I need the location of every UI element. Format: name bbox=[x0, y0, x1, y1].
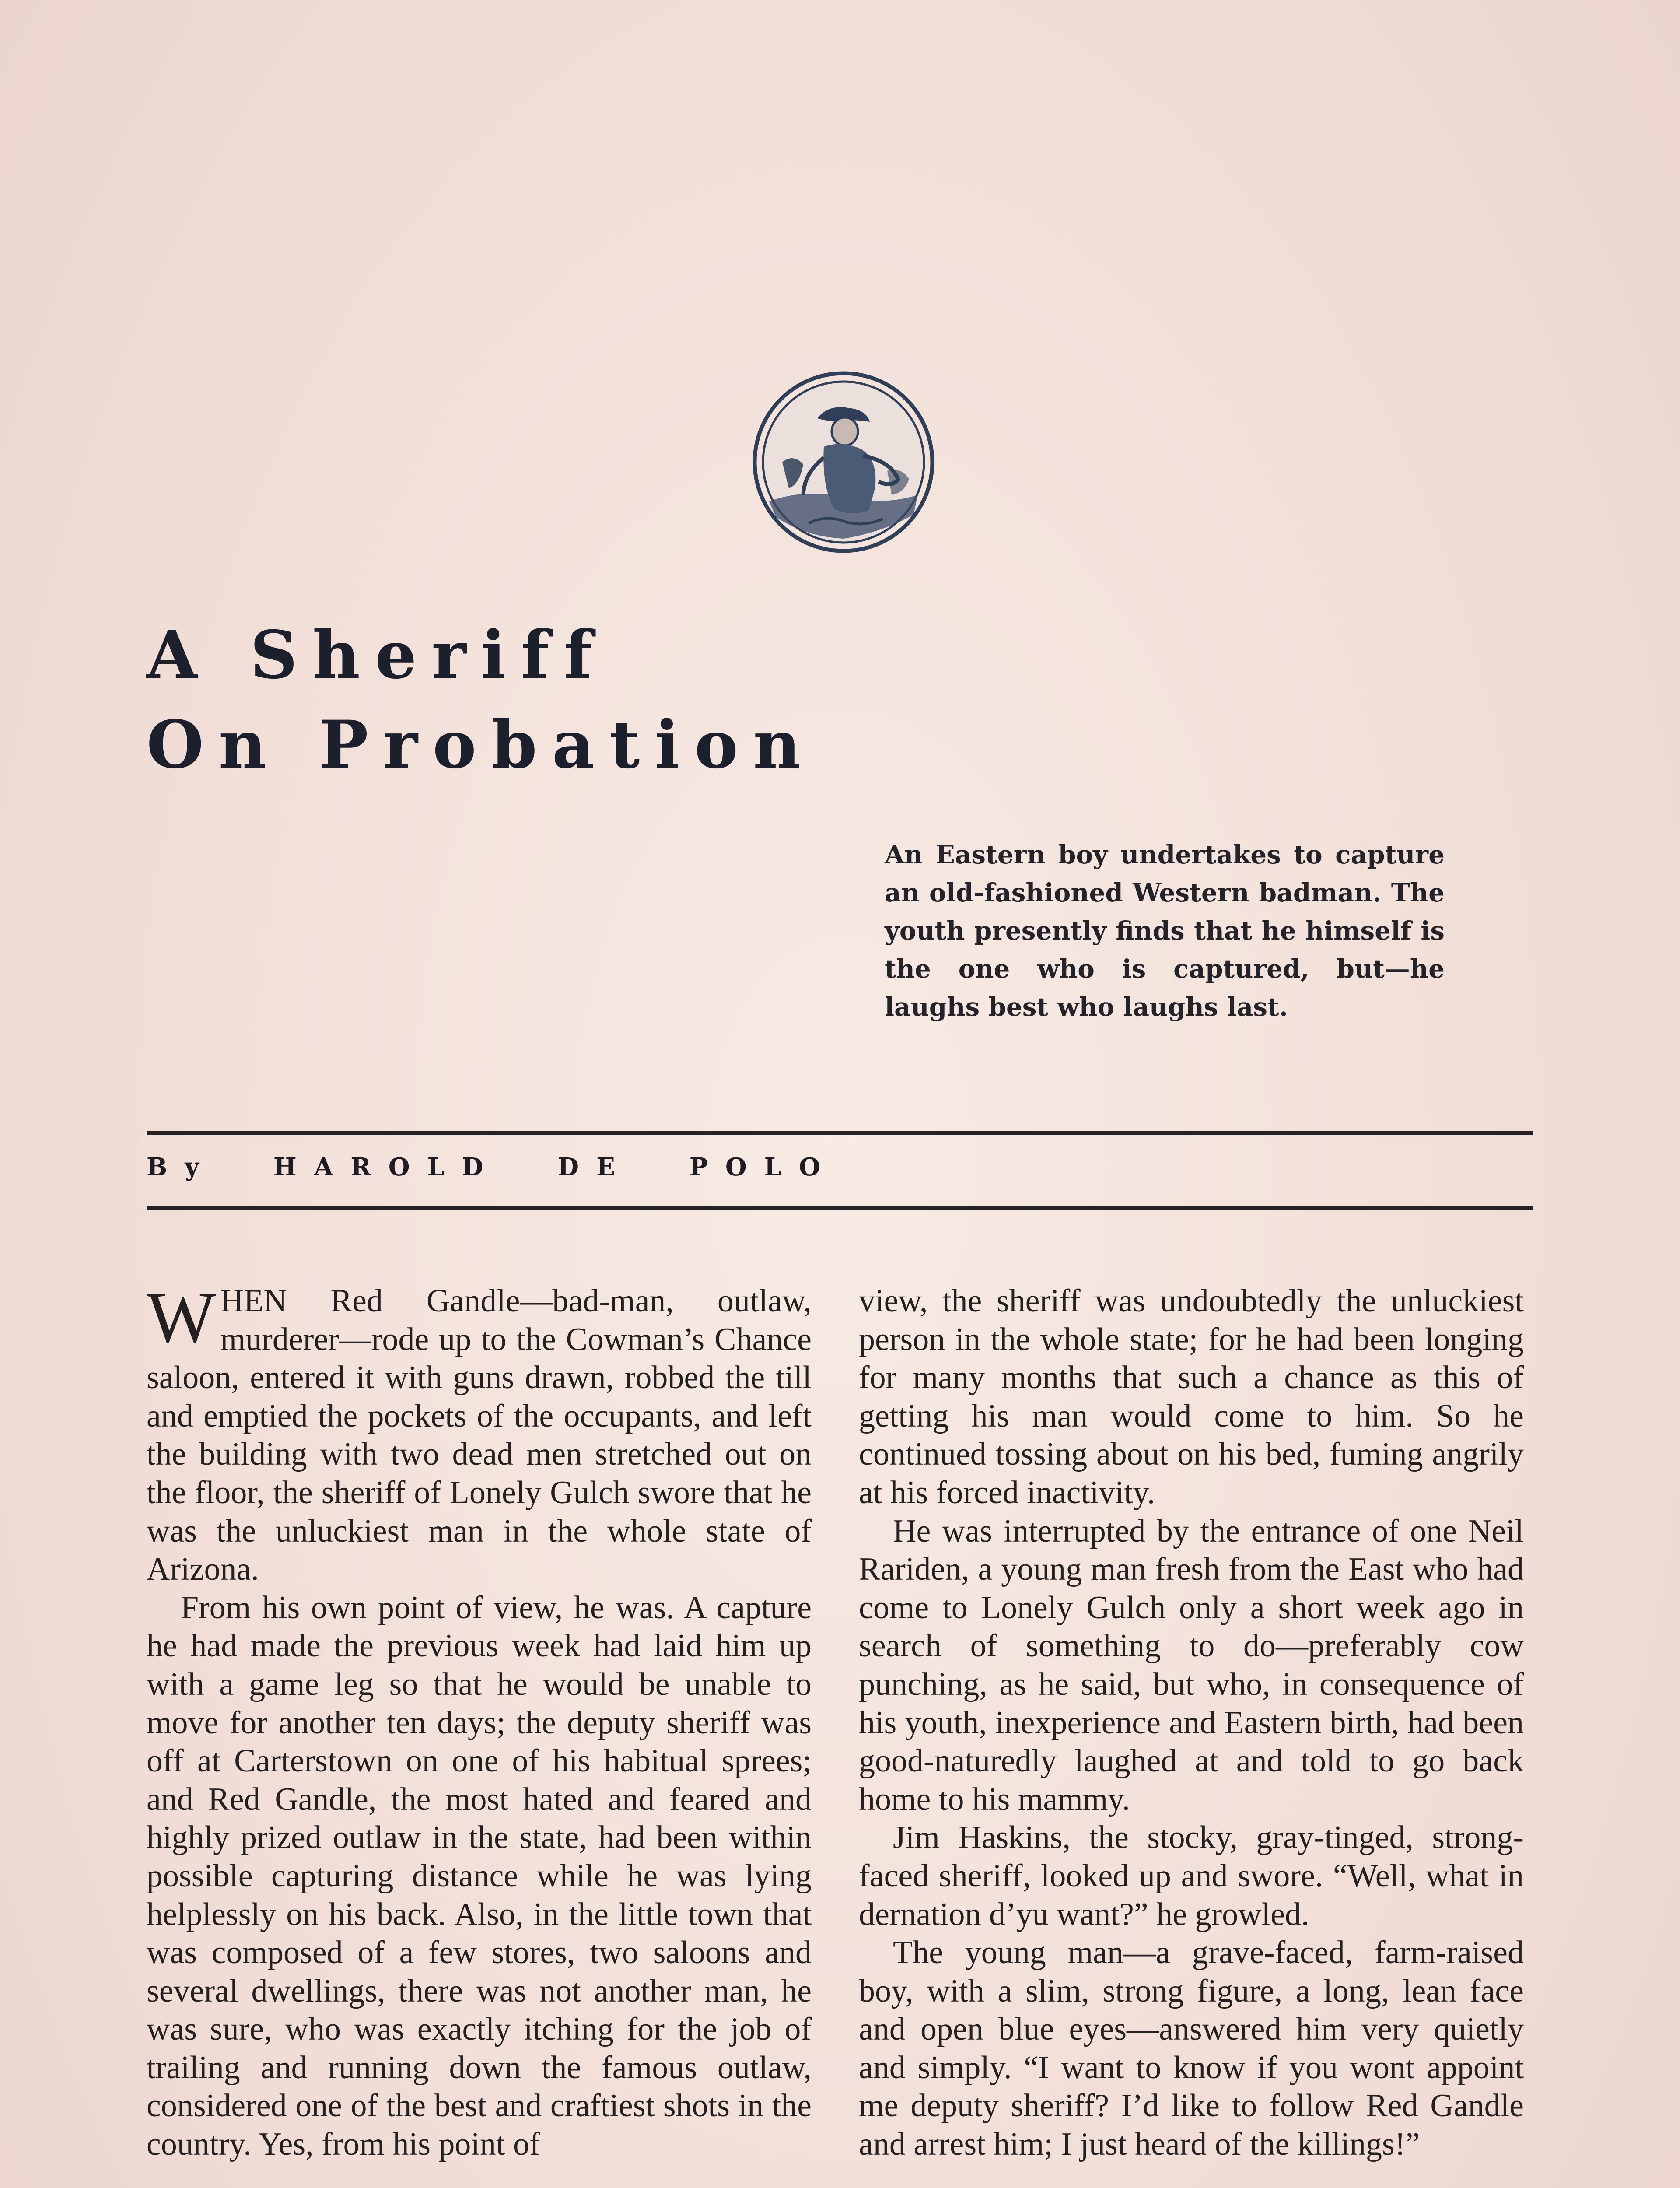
body-column-left bbox=[147, 1277, 812, 2164]
title-line-2: On Probation bbox=[147, 706, 816, 783]
body-paragraph: view, the sheriff was undoubtedly the unluckiest person in the whole state; for he had been longing for many months that such a chance as this of getting his man would come to him. So he continued tossing about on his bed, fuming angrily at his forced inactivity. bbox=[859, 1283, 1524, 1511]
byline bbox=[147, 1152, 1153, 1182]
body-column-right bbox=[859, 1282, 1524, 2164]
cowboy-medallion-illustration bbox=[752, 370, 935, 554]
article-deck: An Eastern boy undertakes to capture an old-fashioned Western badman. The youth presently finds that he himself is the one who is captured, but—he laughs best who laughs last. bbox=[885, 840, 1445, 1022]
body-paragraph: From his own point of view, he was. A capture he had made the previous week had laid him up with a game leg so that he would be unable to move for another ten days; the deputy sheriff was off at Carterstown on one of his habitual sprees; and Red Gandle, the most hated and feared and highly prized outlaw in the state, had been within possible capturing distance while he was lying helplessly on his back. Also, in the little town that was composed of a few stores, two saloons and several dwellings, there was not another man, he was sure, who was exactly itching for the job of trailing and running down the famous outlaw, considered one of the best and craftiest shots in the country. Yes, from his point of bbox=[147, 1589, 812, 2163]
bottom-rule bbox=[147, 1206, 1533, 1210]
body-paragraph: He was interrupted by the entrance of one Neil Rariden, a young man fresh from the East who had come to Lonely Gulch only a short week ago in search of something to do—preferably cow punching, as he said, but who, in consequence of his youth, inexperience and Eastern birth, had been good-naturedly laughed at and told to go back home to his mammy. bbox=[859, 1513, 1524, 1817]
byline-last-name: POLO bbox=[689, 1153, 838, 1182]
title-line-1: A Sheriff bbox=[147, 617, 607, 694]
body-paragraph: WHEN Red Gandle—bad-man, outlaw, murderer—rode up to the Cowman’s Chance saloon, entered it with guns drawn, robbed the till and emptied the pockets of the occupants, and left the building with two dead men stretched out on the floor, the sheriff of Lonely Gulch swore that he was the unluckiest man in the whole state of Arizona. bbox=[147, 1277, 812, 1588]
byline-middle-name: DE bbox=[557, 1153, 633, 1182]
body-paragraph: The young man—a grave-faced, farm-raised boy, with a slim, strong figure, a long, lean face and open blue eyes—answered him very quietly and simply. “I want to know if you wont appoint me deputy sheriff? I’d like to follow Red Gandle and arrest him; I just heard of the killings!” bbox=[859, 1935, 1524, 2163]
byline-by: By bbox=[147, 1153, 217, 1182]
article-title bbox=[147, 610, 1065, 790]
top-rule bbox=[147, 1131, 1533, 1135]
drop-cap: W bbox=[147, 1277, 216, 1358]
byline-first-name: HAROLD bbox=[273, 1153, 501, 1182]
body-paragraph: Jim Haskins, the stocky, gray-tinged, strong-faced sheriff, looked up and swore. “Well, what in dernation d’yu want?” he growled. bbox=[859, 1820, 1524, 1932]
